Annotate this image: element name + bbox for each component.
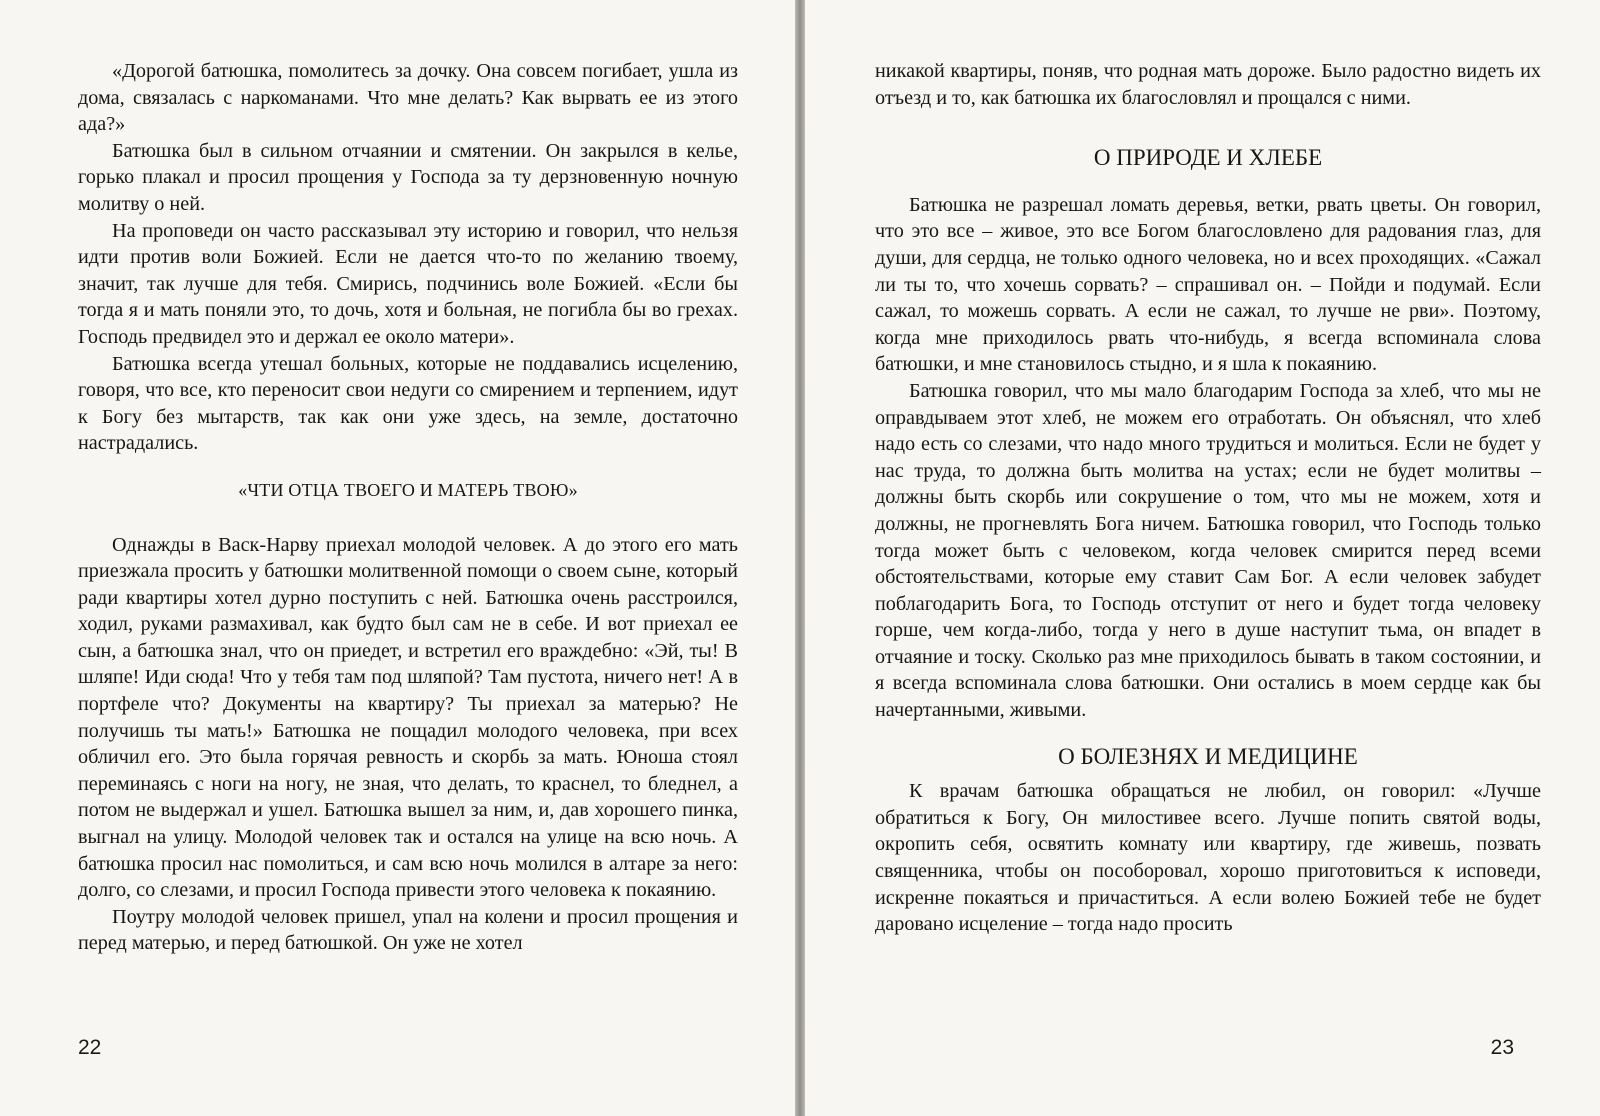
paragraph: никакой квартиры, поняв, что родная мать дороже. Было радостно видеть их отъезд и то, как батюшка их благословлял и прощался с ними. xyxy=(875,60,1541,109)
paragraph: Поутру молодой человек пришел, упал на колени и просил прощения и перед матерью, и перед батюшкой. Он уже не хотел xyxy=(78,905,738,955)
section-heading: «ЧТИ ОТЦА ТВОЕГО И МАТЕРЬ ТВОЮ» xyxy=(238,479,578,500)
page-number: 22 xyxy=(78,1036,102,1059)
paragraph: Однажды в Васк-Нарву приехал молодой человек. А до этого его мать приезжала просить у батюшки молитвенной помощи о своем сыне, который ради квартиры хотел дурно поступить с ней. Батюшка очень расстроился, ходил, руками размахивал, как будто был сам не в себе. И вот приехал ее сын, а батюшка знал, что он приедет, и встретил его враждебно: «Эй, ты! В шляпе! Иди сюда! Что у тебя там под шляпой? Там пустота, ничего нет! А в портфеле что? Документы на квартиру? Ты приехал за матерью? Не получишь ты мать!» Батюшка не пощадил молодого человека, при всех обличил его. Это была горячая ревность и скорбь за мать. Юноша стоял переминаясь с ноги на ногу, не зная, что делать, то краснел, то бледнел, а потом не выдержал и ушел. Батюшка вышел за ним, и, дав хорошего пинка, выгнал на улицу. Молодой человек так и остался на улице на всю ночь. А батюшка просил нас помолиться, и сам всю ночь молился в алтаре за него: долго, со слезами, и просил Господа привести этого человека к покаянию. xyxy=(78,533,738,902)
page-number: 23 xyxy=(1490,1036,1514,1059)
paragraph: Батюшка был в сильном отчаянии и смятении. Он закрылся в келье, горько плакал и просил прощения у Господа за ту дерзновенную ночную молитву о ней. xyxy=(78,139,738,215)
paragraph: Батюшка говорил, что мы мало благодарим Господа за хлеб, что мы не оправдываем этот хлеб, не можем его отработать. Он объяснял, что хлеб надо есть со слезами, что надо много трудиться и молиться. Если не будет у нас труда, то должна быть молитва на устах; если не будет молитвы – должны быть скорбь или сокрушение о том, что мы не можем, хотя и должны, не прогневлять Бога ничем. Батюшка говорил, что Господь только тогда может быть с человеком, когда человек смирится перед всеми обстоятельствами, которые ему ставит Сам Бог. А если человек забудет поблагодарить Бога, то Господь отступит от него и будет тогда человеку горше, чем когда-либо, тогда у него в душе наступит тьма, он впадет в отчаяние и тоску. Сколько раз мне приходилось бывать в таком состоянии, и я всегда вспоминала слова батюшки. Они остались в моем сердце как бы начертанными, живыми. xyxy=(875,379,1541,722)
paragraph: К врачам батюшка обращаться не любил, он говорил: «Лучше обратиться к Богу, Он милостивее всего. Лучше попить святой воды, окропить себя, освятить комнату или квартиру, где живешь, позвать священника, чтобы он пособоровал, хорошо приготовиться к исповеди, искренне покаяться и причаститься. А если волею Божией тебе не будет даровано исцеление – тогда надо просить xyxy=(875,780,1541,936)
book-gutter xyxy=(795,0,805,1116)
left-page-text xyxy=(78,58,738,957)
right-page-text xyxy=(875,58,1541,938)
section-heading: О БОЛЕЗНЯХ И МЕДИЦИНЕ xyxy=(1058,743,1358,769)
paragraph: На проповеди он часто рассказывал эту историю и говорил, что нельзя идти против воли Божией. Если не дается что-то по желанию твоему, значит, так лучше для тебя. Смирись, подчинись воле Божией. «Если бы тогда я и мать поняли это, то дочь, хотя и больная, не погибла бы во грехах. Господь предвидел это и держал ее около матери». xyxy=(78,219,738,348)
right-page xyxy=(805,0,1600,1116)
paragraph: Батюшка не разрешал ломать деревья, ветки, рвать цветы. Он говорил, что это все – живое, это все Богом благословлено для радования глаз, для души, для сердца, не только одного человека, но и всех проходящих. «Сажал ли ты то, что хочешь сорвать? – спрашивал он. – Пойди и подумай. Если сажал, то можешь сорвать. А если не сажал, то лучше не рви». Поэтому, когда мне приходилось рвать что-нибудь, я всегда вспоминала слова батюшки, и мне становилось стыдно, и я шла к покаянию. xyxy=(875,193,1541,376)
left-page xyxy=(0,0,795,1116)
section-heading: О ПРИРОДЕ И ХЛЕБЕ xyxy=(1093,145,1323,171)
paragraph: «Дорогой батюшка, помолитесь за дочку. Она совсем погибает, ушла из дома, связалась с наркоманами. Что мне делать? Как вырвать ее из этого ада?» xyxy=(78,60,738,136)
paragraph: Батюшка всегда утешал больных, которые не поддавались исцелению, говоря, что все, кто переносит свои недуги со смирением и терпением, идут к Богу без мытарств, так как они уже здесь, на земле, достаточно настрадались. xyxy=(78,352,738,455)
